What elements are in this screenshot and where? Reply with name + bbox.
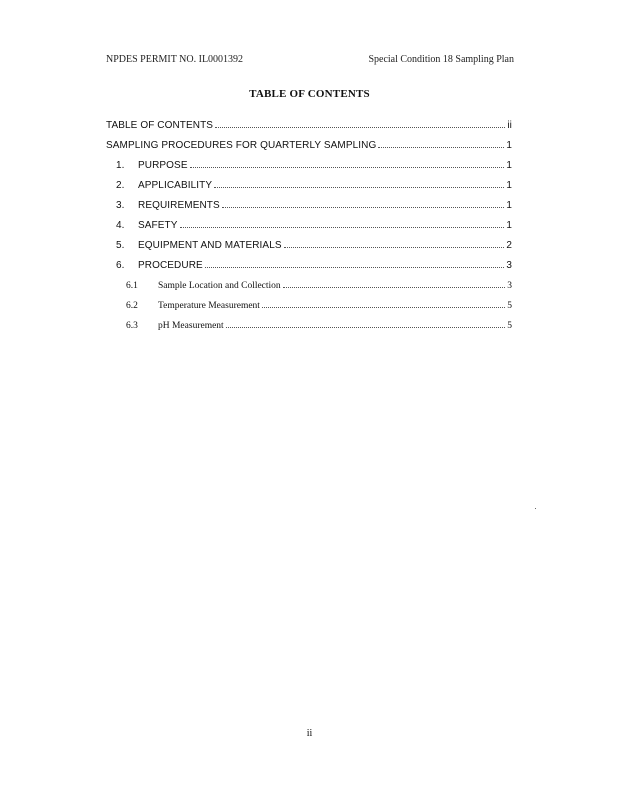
- toc-entry-label: SAFETY: [138, 220, 178, 231]
- toc-leader-dots: [283, 278, 506, 288]
- toc-entry-label: REQUIREMENTS: [138, 200, 220, 211]
- toc-entry-page: 1: [506, 200, 512, 211]
- toc-entry-applicability[interactable]: [106, 178, 512, 198]
- toc-leader-dots: [222, 198, 505, 208]
- toc-leader-dots: [262, 298, 505, 308]
- toc-entry-page: 1: [506, 160, 512, 171]
- toc-entry-number: 6.1: [126, 281, 138, 291]
- toc-entry-page: 3: [507, 281, 512, 291]
- table-of-contents: [106, 118, 512, 338]
- toc-entry-number: 1.: [116, 160, 125, 171]
- toc-entry-number: 6.3: [126, 321, 138, 331]
- toc-entry-label: TABLE OF CONTENTS: [106, 120, 214, 131]
- toc-entry-purpose[interactable]: [106, 158, 512, 178]
- header-permit-number: NPDES PERMIT NO. IL0001392: [106, 54, 244, 65]
- toc-entry-page: ii: [507, 120, 512, 131]
- toc-entry-label: PURPOSE: [138, 160, 188, 171]
- toc-entry-procedure[interactable]: [106, 258, 512, 278]
- toc-entry-ph-measurement[interactable]: [106, 318, 512, 338]
- toc-entry-page: 5: [507, 321, 512, 331]
- toc-entry-page: 1: [506, 180, 512, 191]
- toc-entry-label: SAMPLING PROCEDURES FOR QUARTERLY SAMPLING: [106, 140, 377, 151]
- toc-leader-dots: [378, 138, 504, 148]
- toc-entry-page: 3: [506, 260, 512, 271]
- toc-leader-dots: [284, 238, 505, 248]
- toc-entry-number: 6.2: [126, 301, 138, 311]
- toc-entry-label: Temperature Measurement: [158, 301, 260, 311]
- toc-entry-page: 2: [506, 240, 512, 251]
- toc-entry-temperature-measurement[interactable]: [106, 298, 512, 318]
- page-number: ii: [306, 728, 313, 739]
- toc-leader-dots: [214, 178, 504, 188]
- toc-entry-sample-location[interactable]: [106, 278, 512, 298]
- toc-entry-label: pH Measurement: [158, 321, 224, 331]
- toc-entry-requirements[interactable]: [106, 198, 512, 218]
- header-plan-title: Special Condition 18 Sampling Plan: [368, 54, 514, 65]
- toc-entry-page: 5: [507, 301, 512, 311]
- toc-entry-label: APPLICABILITY: [138, 180, 213, 191]
- toc-entry-label: EQUIPMENT AND MATERIALS: [138, 240, 282, 251]
- toc-leader-dots: [190, 158, 505, 168]
- toc-entry-table-of-contents[interactable]: [106, 118, 512, 138]
- toc-entry-number: 5.: [116, 240, 125, 251]
- toc-leader-dots: [215, 118, 505, 128]
- toc-leader-dots: [205, 258, 505, 268]
- toc-entry-label: PROCEDURE: [138, 260, 203, 271]
- scan-speck: [535, 508, 536, 509]
- toc-entry-label: Sample Location and Collection: [158, 281, 281, 291]
- toc-entry-safety[interactable]: [106, 218, 512, 238]
- toc-entry-number: 3.: [116, 200, 125, 211]
- page-title: TABLE OF CONTENTS: [249, 88, 370, 100]
- toc-entry-page: 1: [506, 220, 512, 231]
- toc-entry-number: 6.: [116, 260, 125, 271]
- toc-entry-number: 2.: [116, 180, 125, 191]
- toc-leader-dots: [226, 318, 506, 328]
- toc-entry-sampling-procedures[interactable]: [106, 138, 512, 158]
- toc-leader-dots: [180, 218, 505, 228]
- toc-entry-page: 1: [506, 140, 512, 151]
- toc-entry-number: 4.: [116, 220, 125, 231]
- toc-entry-equipment-and-materials[interactable]: [106, 238, 512, 258]
